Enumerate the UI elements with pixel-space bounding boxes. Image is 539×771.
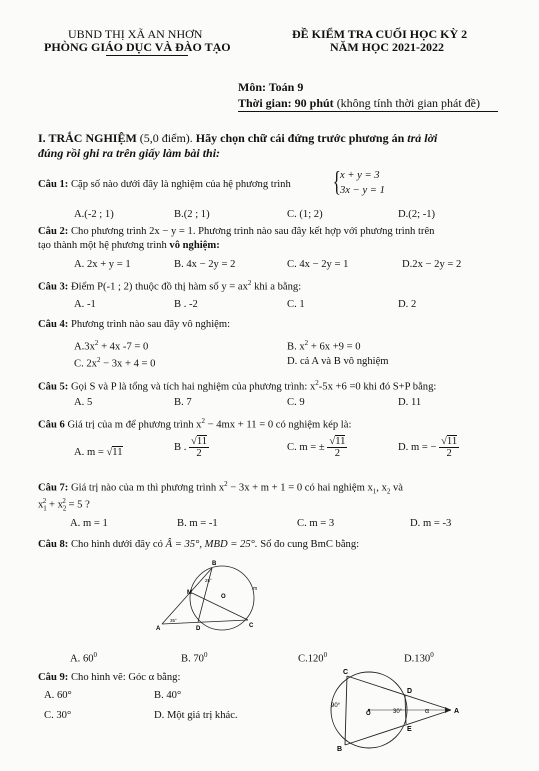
q2-stem2: [38, 240, 220, 251]
q7-line2-end: = 5 ?: [65, 499, 90, 511]
q8-label-d: D: [196, 626, 201, 632]
q1-text: Cặp số nào dưới đây là nghiệm của hệ phương trình: [70, 179, 291, 190]
q8-b: B. 70: [181, 653, 204, 665]
header-underline: [106, 55, 188, 56]
section-instr2: đúng rồi ghi ra trên giấy làm bài thi:: [38, 146, 221, 160]
q9-label-90: 90°: [331, 703, 341, 709]
q5-option-c[interactable]: C. 9: [287, 397, 305, 408]
q8-figure: [150, 558, 270, 638]
q6-d-den: 2: [446, 448, 452, 459]
q7-option-c[interactable]: C. m = 3: [297, 518, 335, 529]
q9-label: Câu 9:: [38, 672, 69, 683]
q1-label: Câu 1:: [38, 179, 69, 190]
section-instr-italic: trả lời: [407, 131, 438, 145]
q9-label-o: O: [366, 711, 371, 717]
q4-options-row1: [0, 339, 539, 353]
q5-option-d[interactable]: D. 11: [398, 397, 422, 408]
q8-label-35: 35°: [170, 618, 177, 623]
q9-label-30: 30°: [393, 709, 403, 715]
q5-text-end: -5x +6 =0 khi đó S+P bằng:: [318, 381, 437, 393]
q9-option-c[interactable]: C. 30°: [44, 710, 72, 721]
q6-a-label: A. m =: [74, 447, 107, 458]
q6-option-c[interactable]: [287, 436, 347, 459]
q2-text2a: tạo thành một hệ phương trình: [38, 240, 167, 251]
subject: Môn: Toán 9: [238, 80, 304, 94]
q9-label-alpha: α: [425, 708, 430, 715]
q6-d-radicand: 11: [446, 436, 458, 447]
q2-stem: [38, 226, 434, 237]
q3-option-c[interactable]: C. 1: [287, 299, 305, 310]
q4-a2: + 4x -7 = 0: [101, 341, 149, 353]
q9-line-ca: [347, 676, 451, 710]
q1-option-d[interactable]: D.(2; -1): [398, 209, 436, 220]
q4-option-b[interactable]: B. $x^2 + 6x +9 = 0$: [287, 339, 361, 353]
header-left-line2: PHÒNG GIÁO DỤC VÀ ĐÀO TẠO: [44, 40, 231, 54]
q6-b-den: 2: [196, 448, 202, 459]
q4-b2: + 6x +9 = 0: [310, 341, 361, 353]
q1-stem: [38, 179, 291, 190]
q8-text-end: Số đo cung BmC bằng:: [260, 539, 360, 550]
q7-label: Câu 7:: [38, 482, 69, 494]
q8-angle-mbd: MBD = 25°.: [204, 539, 258, 550]
q7-option-d[interactable]: D. m = -3: [410, 518, 452, 529]
q3-stem: Câu 3: Điểm P(-1 ; 2) thuộc đồ thị hàm số $y = ax^2$ khi a bằng:: [38, 279, 302, 293]
q8-label-a: A: [156, 626, 161, 632]
q6-b-radicand: 11: [196, 436, 208, 447]
q4-c2: − 3x + 4 = 0: [103, 358, 156, 370]
time-line: [238, 96, 480, 111]
q8-d-deg: 0: [430, 651, 434, 659]
q1-option-c[interactable]: C. (1; 2): [287, 209, 323, 220]
q9-text: Cho hình vẽ: Góc α bằng:: [70, 672, 181, 683]
q8-label-m: M: [187, 590, 192, 596]
time-underline: [238, 111, 498, 112]
q6-d-frac: $\frac{√11}{2}$: [441, 436, 458, 459]
q9-line-cb: [345, 676, 347, 745]
q4-option-a[interactable]: $A.3x^2 + 4x$ -7 = 0: [74, 339, 149, 353]
q4-option-c[interactable]: C. $2x^2 - 3x + 4 = 0$: [74, 356, 156, 370]
q5-label: Câu 5:: [38, 381, 69, 393]
q6-c-frac: $\frac{√11}{2}$: [329, 436, 346, 459]
q1-eq1: x + y = 3: [340, 170, 380, 181]
q9-line-ba: [345, 710, 451, 745]
q6-option-d[interactable]: [398, 436, 459, 459]
q7-stem: Câu 7: Giá trị nào của m thì phương trình $x^2 - 3x + m + 1 = 0$ có hai nghiệm $x_1$, $x_2$ và: [38, 480, 404, 496]
q9-option-b[interactable]: B. 40°: [154, 690, 182, 701]
q2-option-d[interactable]: D.2x − 2y = 2: [402, 259, 462, 270]
q2-text: Cho phương trình 2x − y = 1. Phương trình nào sau đây kết hợp với phương trình trên: [70, 226, 435, 237]
q5-options: [0, 397, 539, 411]
section-points: (5,0 điểm).: [139, 131, 193, 145]
q3-options: [0, 299, 539, 313]
q4-b1: B. x: [287, 341, 305, 353]
q8-label-m-arc: m: [253, 586, 258, 592]
q8-a: A. 60: [70, 653, 94, 665]
q8-angle-a: Â = 35°,: [165, 539, 202, 550]
q7-text-and: và: [390, 482, 404, 494]
q9-label-a: A: [454, 708, 460, 715]
q8-stem: [38, 539, 359, 550]
q8-option-d[interactable]: [404, 651, 434, 665]
q3-option-d[interactable]: D. 2: [398, 299, 417, 310]
q5-option-b[interactable]: B. 7: [174, 397, 192, 408]
q6-b-label: B .: [174, 442, 190, 453]
q6-option-b[interactable]: [174, 436, 209, 459]
q8-option-a[interactable]: [70, 651, 97, 665]
q1-option-a[interactable]: A.(-2 ; 1): [74, 209, 114, 220]
q8-label-b: B: [212, 561, 217, 567]
q6-d-label: D. m = −: [398, 442, 437, 453]
q6-a-radicand: 11: [112, 447, 123, 458]
q9-arrow-a: [445, 707, 451, 713]
section-instr1: Hãy chọn chữ cái đứng trước phương án: [195, 131, 405, 145]
q3-text: Điểm P(-1 ; 2) thuộc đồ thị hàm số y = ax: [70, 281, 248, 293]
q6-stem: Câu 6 Giá trị của m để phương trình $x^2 - 4mx + 11 = 0$ có nghiệm kép là:: [38, 417, 352, 431]
q8-options: [0, 651, 539, 665]
q7-option-b[interactable]: B. m = -1: [177, 518, 218, 529]
q9-figure: [325, 667, 465, 755]
q2-label: Câu 2:: [38, 226, 69, 237]
q8-d: D.130: [404, 653, 431, 665]
q7-text-end: − 3x + m + 1 = 0 có hai nghiệm x: [230, 482, 373, 494]
q1-options: [0, 209, 539, 223]
q7-option-a[interactable]: A. m = 1: [70, 518, 108, 529]
q4-option-d[interactable]: D. cả A và B vô nghiệm: [287, 356, 389, 367]
header-left-line1: UBND THỊ XÃ AN NHƠN: [68, 27, 203, 41]
q4-a1: A.3x: [74, 341, 95, 353]
q9-option-d[interactable]: D. Một giá trị khác.: [154, 710, 238, 721]
q9-label-e: E: [407, 726, 412, 733]
q2-option-c[interactable]: C. 4x − 2y = 1: [287, 259, 349, 270]
q8-c-deg: 0: [323, 651, 328, 659]
q9-label-d: D: [407, 688, 413, 695]
q7-line2-x2: + x: [46, 499, 63, 511]
q6-c-den: 2: [334, 448, 341, 459]
q7-options: [0, 518, 539, 532]
q9-option-a[interactable]: A. 60°: [44, 690, 72, 701]
q6-c-label: C. m = ±: [287, 442, 325, 453]
q6-label: Câu 6: [38, 419, 65, 431]
q7-stem2: $x_1^2 + x_2^2 = 5$ ?: [38, 497, 90, 513]
section-title: I. TRẮC NGHIỆM: [38, 131, 137, 145]
q2-option-a[interactable]: A. 2x + y = 1: [74, 259, 131, 270]
time-note: (không tính thời gian phát đề): [336, 96, 481, 110]
q6-c-radicand: 11: [335, 436, 346, 447]
q4-options-row2: [0, 356, 539, 370]
q2-options: [0, 259, 539, 273]
q8-b-deg: 0: [203, 651, 208, 659]
q6-text-end: − 4mx + 11 = 0 có nghiệm kép là:: [207, 419, 352, 431]
q2-text2b: vô nghiệm:: [169, 240, 220, 251]
q3-label: Câu 3:: [38, 281, 69, 293]
q8-c: C.120: [298, 653, 324, 665]
q1-eq2: 3x − y = 1: [340, 185, 385, 196]
q8-label-o: O: [221, 594, 226, 600]
q4-c1: C. 2x: [74, 358, 97, 370]
q8-label-c: C: [249, 623, 254, 629]
q6-text: Giá trị của m để phương trình x: [67, 419, 202, 431]
q2-option-b[interactable]: B. 4x − 2y = 2: [174, 259, 236, 270]
q6-option-a[interactable]: A. m = √11: [74, 447, 123, 458]
q8-a-deg: 0: [93, 651, 98, 659]
q6-b-frac: $\frac{√11}{2}$: [191, 436, 208, 459]
q4-label: Câu 4:: [38, 319, 69, 330]
q7-text: Giá trị nào của m thì phương trình x: [70, 482, 225, 494]
q4-text: Phương trình nào sau đây vô nghiệm:: [70, 319, 231, 330]
q5-text: Gọi S và P là tổng và tích hai nghiệm của phương trình: x: [70, 381, 316, 393]
q7-line2-x1: x: [38, 499, 44, 511]
q3-option-a[interactable]: A. -1: [74, 299, 96, 310]
q9-label-c: C: [343, 669, 349, 676]
q8-label-25: 25°: [205, 578, 212, 583]
q9-label-b: B: [337, 746, 343, 753]
q8-line-mc: [192, 593, 248, 620]
q3-text-end: khi a bằng:: [254, 281, 302, 293]
section-title-line: [38, 131, 437, 146]
q9-stem: [38, 672, 180, 683]
q8-label: Câu 8:: [38, 539, 69, 550]
q1-option-b[interactable]: B.(2 ; 1): [174, 209, 210, 220]
q5-option-a[interactable]: A. 5: [74, 397, 93, 408]
q1-brace: {: [332, 167, 341, 198]
q4-stem: [38, 319, 230, 330]
q3-option-b[interactable]: B . -2: [174, 299, 198, 310]
q8-option-b[interactable]: [181, 651, 207, 665]
q8-option-c[interactable]: [298, 651, 327, 665]
time-bold: Thời gian: 90 phút: [238, 96, 334, 110]
header-right-line2: NĂM HỌC 2021-2022: [330, 40, 444, 54]
q8-text: Cho hình dưới đây có: [70, 539, 163, 550]
q5-stem: Câu 5: Gọi S và P là tổng và tích hai nghiệm của phương trình: $x^2-5x +6 =0$ khi đó S+P bằng:: [38, 379, 437, 393]
q7-text-vars: , x: [376, 482, 387, 494]
header-right-line1: ĐỀ KIỂM TRA CUỐI HỌC KỲ 2: [292, 27, 468, 41]
